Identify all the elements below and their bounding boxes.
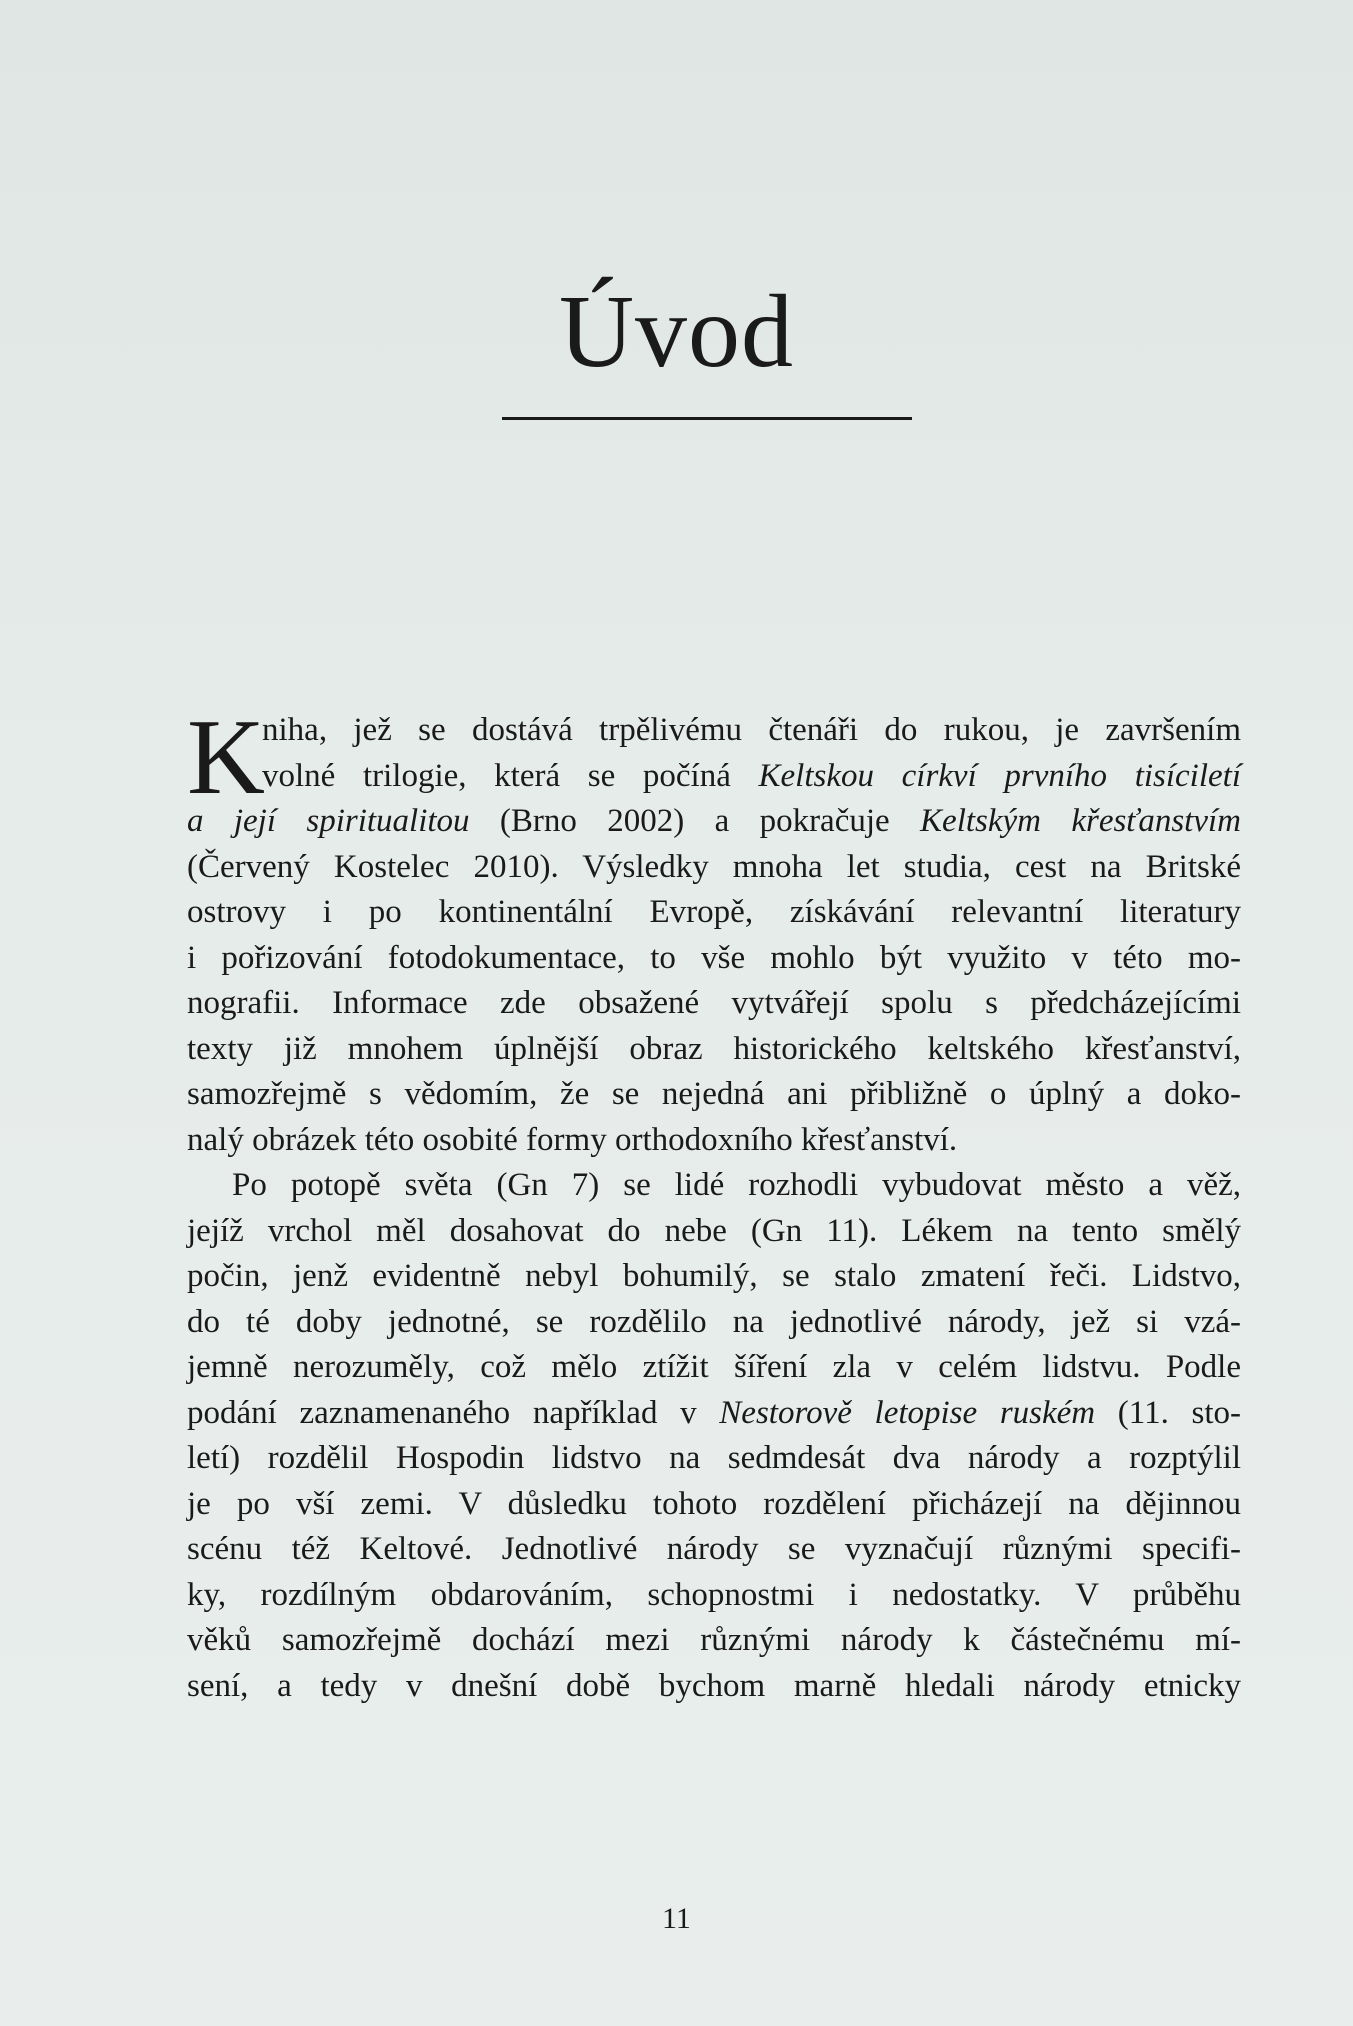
text-line: samozřejmě s vědomím, že se nejedná ani přibližně o úplný a doko- [187, 1076, 1241, 1112]
text-line: letí) rozdělil Hospodin lidstvo na sedmdesát dva národy a rozptýlil [187, 1440, 1241, 1476]
text-line: sení, a tedy v dnešní době bychom marně hledali národy etnicky [187, 1667, 1241, 1704]
text-line: volné trilogie, která se počíná Keltskou církví prvního tisíciletí [262, 757, 1242, 794]
text-line: nografii. Informace zde obsažené vytvářejí spolu s předcházejícími [187, 985, 1241, 1021]
text-line: i pořizování fotodokumentace, to vše mohlo být využito v této mo- [187, 939, 1241, 976]
text-line: Po potopě světa (Gn 7) se lidé rozhodli vybudovat město a věž, [232, 1167, 1241, 1203]
title-underline [502, 417, 912, 420]
text-line: nalý obrázek této osobité formy orthodoxního křesťanství. [187, 1121, 958, 1158]
body-text [187, 708, 1241, 1709]
text-line: texty již mnohem úplnější obraz historického keltského křesťanství, [187, 1030, 1241, 1067]
drop-cap: K [187, 698, 265, 817]
text-line: ky, rozdílným obdarováním, schopnostmi i nedostatky. V průběhu [187, 1576, 1241, 1613]
text-line: jemně nerozuměly, což mělo ztížit šíření zla v celém lidstvu. Podle [187, 1349, 1241, 1385]
text-line: niha, jež se dostává trpělivému čtenáři do rukou, je završením [262, 712, 1241, 748]
text-line: ostrovy i po kontinentální Evropě, získávání relevantní literatury [187, 894, 1241, 930]
text-line: do té doby jednotné, se rozdělilo na jednotlivé národy, jež si vzá- [187, 1303, 1241, 1340]
chapter-title: Úvod [558, 274, 795, 389]
text-line: (Červený Kostelec 2010). Výsledky mnoha let studia, cest na Britské [187, 848, 1241, 885]
text-line: podání zaznamenaného například v Nestorově letopise ruském (11. sto- [187, 1394, 1241, 1431]
text-line: a její spiritualitou (Brno 2002) a pokračuje Keltským křesťanstvím [187, 803, 1241, 839]
page-number: 11 [662, 1902, 691, 1935]
text-line: věků samozřejmě dochází mezi různými národy k částečnému mí- [187, 1622, 1241, 1658]
text-line: scénu též Keltové. Jednotlivé národy se vyznačují různými specifi- [187, 1531, 1241, 1567]
text-line: počin, jenž evidentně nebyl bohumilý, se stalo zmatení řeči. Lidstvo, [187, 1258, 1241, 1294]
text-line: jejíž vrchol měl dosahovat do nebe (Gn 11). Lékem na tento smělý [187, 1212, 1241, 1249]
text-line: je po vší zemi. V důsledku tohoto rozdělení přicházejí na dějinnou [187, 1485, 1241, 1522]
